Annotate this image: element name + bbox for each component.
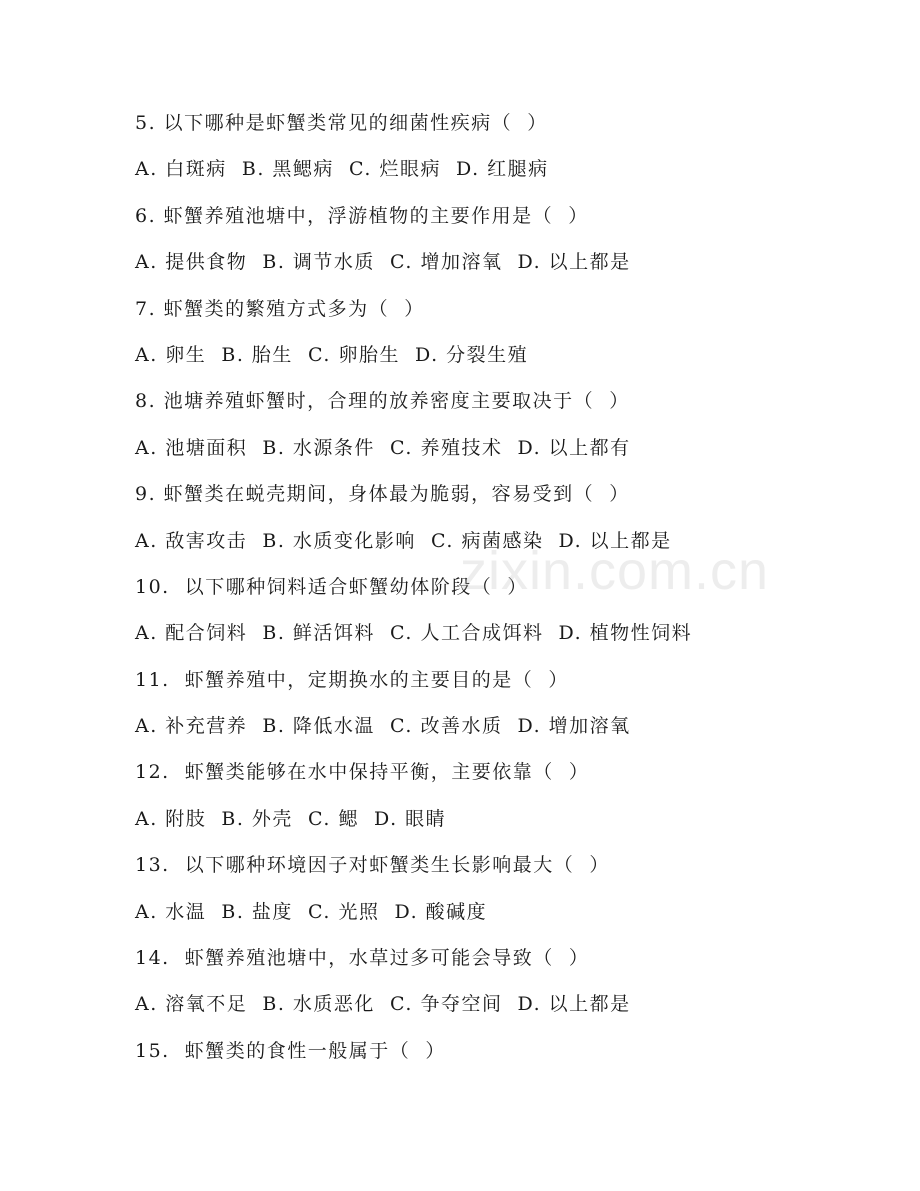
options-6: A. 提供食物 B. 调节水质 C. 增加溶氧 D. 以上都是: [135, 251, 631, 274]
options-12: A. 附肢 B. 外壳 C. 鳃 D. 眼睛: [135, 807, 447, 830]
options-8: A. 池塘面积 B. 水源条件 C. 养殖技术 D. 以上都有: [135, 436, 631, 459]
question-14: 14. 虾蟹养殖池塘中，水草过多可能会导致（ ）: [135, 947, 590, 970]
options-10: A. 配合饲料 B. 鲜活饵料 C. 人工合成饵料 D. 植物性饲料: [135, 622, 693, 645]
question-5: 5. 以下哪种是虾蟹类常见的细菌性疾病（ ）: [135, 112, 548, 134]
question-11: 11. 虾蟹养殖中，定期换水的主要目的是（ ）: [135, 668, 569, 691]
question-8: 8. 池塘养殖虾蟹时，合理的放养密度主要取决于（ ）: [135, 390, 630, 413]
question-15: 15. 虾蟹类的食性一般属于（ ）: [135, 1039, 446, 1062]
options-7: A. 卵生 B. 胎生 C. 卵胎生 D. 分裂生殖: [135, 343, 529, 366]
question-list: [135, 108, 875, 1082]
question-13: 13. 以下哪种环境因子对虾蟹类生长影响最大（ ）: [135, 854, 610, 877]
watermark: zixin.com.cn: [460, 541, 770, 601]
options-9: A. 敌害攻击 B. 水质变化影响 C. 病菌感染 D. 以上都是: [135, 529, 672, 552]
question-9: 9. 虾蟹类在蜕壳期间，身体最为脆弱，容易受到（ ）: [135, 483, 630, 506]
options-13: A. 水温 B. 盐度 C. 光照 D. 酸碱度: [135, 900, 488, 923]
question-12: 12. 虾蟹类能够在水中保持平衡，主要依靠（ ）: [135, 761, 590, 784]
options-14: A. 溶氧不足 B. 水质恶化 C. 争夺空间 D. 以上都是: [135, 993, 631, 1016]
question-7: 7. 虾蟹类的繁殖方式多为（ ）: [135, 297, 425, 320]
options-11: A. 补充营养 B. 降低水温 C. 改善水质 D. 增加溶氧: [135, 715, 631, 738]
question-10: 10. 以下哪种饲料适合虾蟹幼体阶段（ ）: [135, 575, 528, 598]
options-5: A. 白斑病 B. 黑鳃病 C. 烂眼病 D. 红腿病: [135, 158, 549, 181]
question-6: 6. 虾蟹养殖池塘中，浮游植物的主要作用是（ ）: [135, 204, 589, 227]
